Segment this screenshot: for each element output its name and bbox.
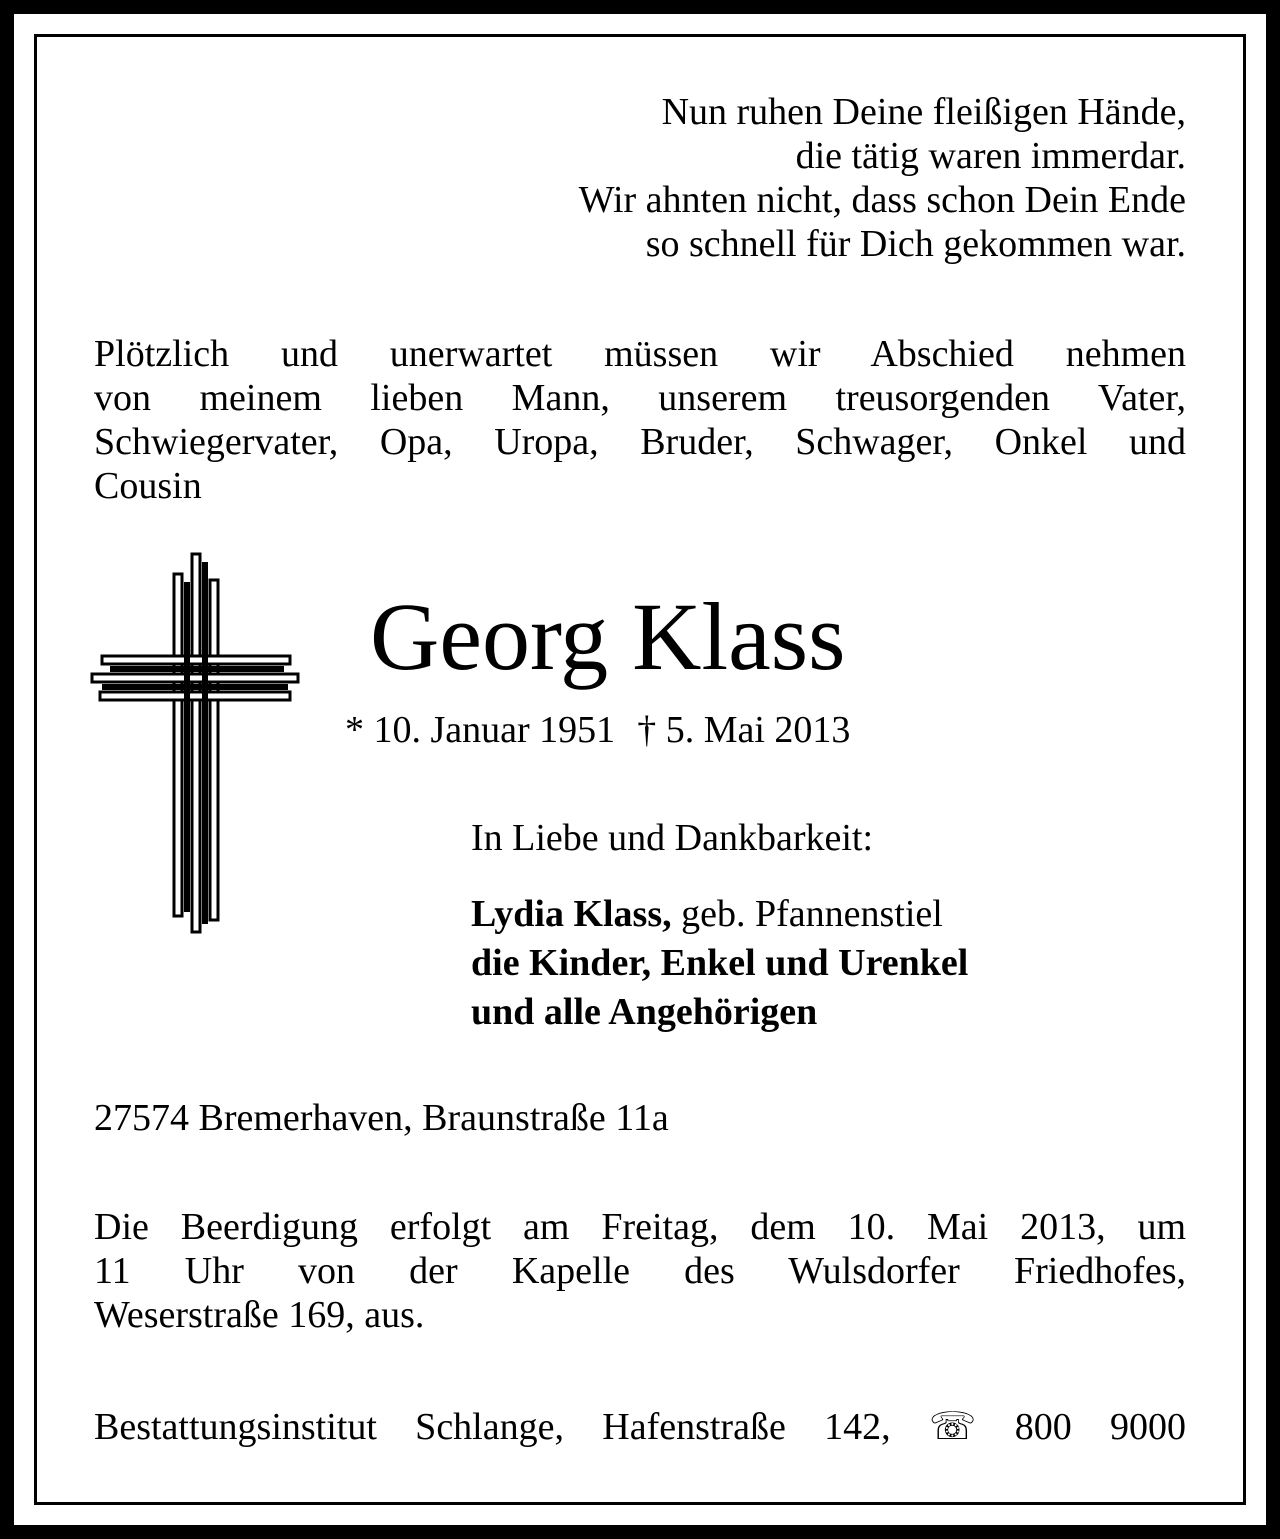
funeral-line: Weserstraße 169, aus.	[94, 1294, 425, 1336]
relatives-line: und alle Angehörigen	[471, 991, 818, 1033]
funeral-line: Die Beerdigung erfolgt am Freitag, dem 10. Mai 2013, um	[94, 1206, 1186, 1248]
mourners-list	[471, 890, 968, 1037]
mourners-heading: In Liebe und Dankbarkeit:	[471, 817, 874, 859]
life-dates	[345, 708, 850, 752]
intro-paragraph	[94, 332, 1186, 508]
intro-line: von meinem lieben Mann, unserem treusorgenden Vater,	[94, 377, 1186, 419]
poem-line: die tätig waren immerdar.	[795, 135, 1186, 177]
undertaker-phone: 800 9000	[1014, 1406, 1187, 1448]
spouse-line	[471, 890, 968, 939]
poem-line: Nun ruhen Deine fleißigen Hände,	[661, 91, 1186, 133]
poem-line: Wir ahnten nicht, dass schon Dein Ende	[578, 179, 1186, 221]
intro-line: Schwiegervater, Opa, Uropa, Bruder, Schwager, Onkel und	[94, 421, 1186, 463]
undertaker-name-address: Bestattungsinstitut Schlange, Hafenstraße 142,	[94, 1406, 891, 1448]
children-line: die Kinder, Enkel und Urenkel	[471, 942, 969, 984]
family-address: 27574 Bremerhaven, Braunstraße 11a	[94, 1097, 669, 1139]
poem	[486, 90, 1186, 266]
cross-icon	[90, 552, 302, 939]
spouse-maiden-name: geb. Pfannenstiel	[671, 893, 943, 935]
birth-date: * 10. Januar 1951	[345, 709, 616, 751]
intro-line: Plötzlich und unerwartet müssen wir Abschied nehmen	[94, 333, 1186, 375]
spouse-name: Lydia Klass,	[471, 893, 672, 935]
undertaker-line	[94, 1405, 1186, 1449]
funeral-notice	[94, 1205, 1186, 1337]
poem-line: so schnell für Dich gekommen war.	[645, 223, 1186, 265]
funeral-line: 11 Uhr von der Kapelle des Wulsdorfer Friedhofes,	[94, 1250, 1186, 1292]
intro-line: Cousin	[94, 465, 202, 507]
telephone-icon: ☏	[928, 1406, 977, 1448]
death-date: † 5. Mai 2013	[637, 709, 851, 751]
deceased-name: Georg Klass	[370, 583, 846, 690]
